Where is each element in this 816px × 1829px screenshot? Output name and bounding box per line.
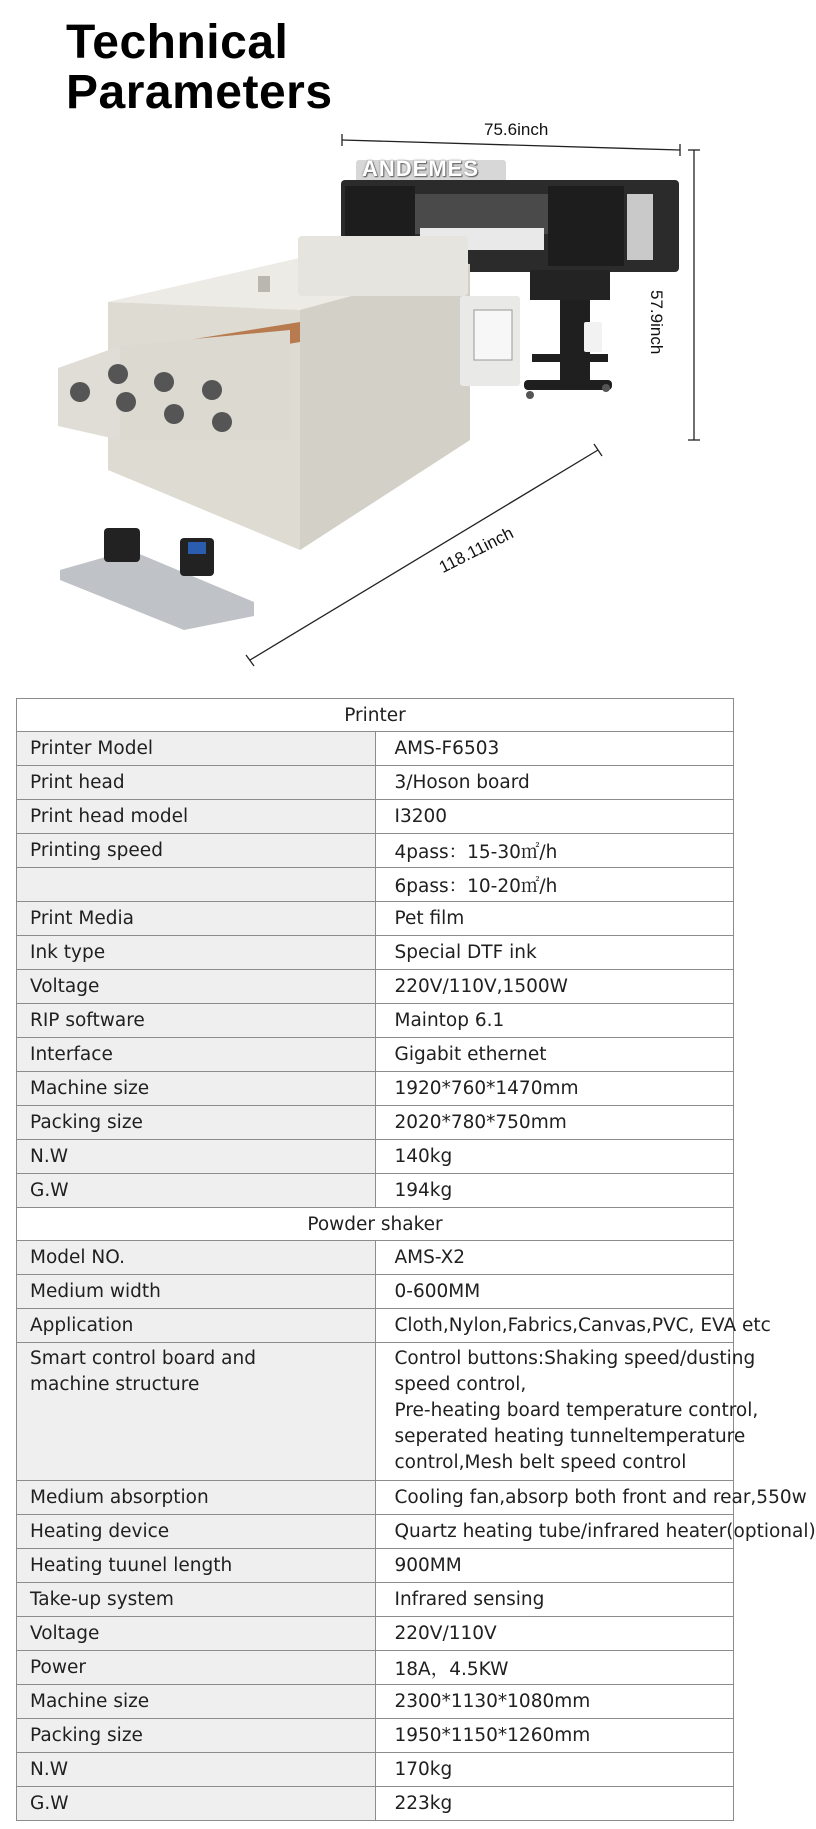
spec-label: G.W	[17, 1787, 376, 1821]
spec-row	[17, 1685, 734, 1719]
spec-label: Packing size	[17, 1106, 376, 1140]
spec-row	[17, 1309, 734, 1343]
spec-label: Heating tuunel length	[17, 1549, 376, 1583]
section-title: Powder shaker	[17, 1208, 734, 1241]
section-header-powder-shaker	[17, 1208, 734, 1241]
spec-value: 0-600MM	[375, 1275, 734, 1309]
spec-row	[17, 1072, 734, 1106]
spec-row	[17, 1515, 734, 1549]
spec-value: 194kg	[375, 1174, 734, 1208]
title-line-2: Parameters	[66, 66, 333, 119]
spec-row	[17, 1038, 734, 1072]
spec-label: Printer Model	[17, 732, 376, 766]
spec-label: N.W	[17, 1140, 376, 1174]
spec-value: Gigabit ethernet	[375, 1038, 734, 1072]
spec-row	[17, 1753, 734, 1787]
spec-label: Heating device	[17, 1515, 376, 1549]
spec-value-line: Control buttons:Shaking speed/dusting	[394, 1348, 756, 1369]
spec-label: Model NO.	[17, 1241, 376, 1275]
spec-label: Voltage	[17, 970, 376, 1004]
spec-value-line: Pre-heating board temperature control,	[394, 1400, 759, 1421]
spec-value: 220V/110V,1500W	[375, 970, 734, 1004]
spec-value: Special DTF ink	[375, 936, 734, 970]
spec-label: Machine size	[17, 1685, 376, 1719]
spec-value: AMS-X2	[375, 1241, 734, 1275]
section-title: Printer	[17, 699, 734, 732]
spec-label: G.W	[17, 1174, 376, 1208]
spec-row	[17, 902, 734, 936]
spec-label: Print Media	[17, 902, 376, 936]
spec-value: 223kg	[375, 1787, 734, 1821]
spec-label: Print head	[17, 766, 376, 800]
spec-label: Voltage	[17, 1617, 376, 1651]
spec-value: 2300*1130*1080mm	[375, 1685, 734, 1719]
dimension-width-label: 75.6inch	[484, 120, 549, 139]
spec-row	[17, 1275, 734, 1309]
spec-value: 3/Hoson board	[375, 766, 734, 800]
spec-value	[375, 1343, 759, 1481]
spec-value: Cloth,Nylon,Fabrics,Canvas,PVC, EVA etc	[375, 1309, 734, 1343]
spec-label-line: Smart control board and	[30, 1348, 256, 1369]
spec-label-line: machine structure	[30, 1374, 200, 1395]
spec-value: Maintop 6.1	[375, 1004, 734, 1038]
spec-row-smart-control	[17, 1343, 734, 1481]
spec-value: I3200	[375, 800, 734, 834]
spec-value: 140kg	[375, 1140, 734, 1174]
spec-row	[17, 1241, 734, 1275]
spec-label: N.W	[17, 1753, 376, 1787]
spec-label: Print head model	[17, 800, 376, 834]
spec-row	[17, 1549, 734, 1583]
spec-row	[17, 1617, 734, 1651]
spec-row	[17, 1004, 734, 1038]
spec-value: 1950*1150*1260mm	[375, 1719, 734, 1753]
spec-value: 4pass：15-30㎡/h	[375, 834, 734, 868]
spec-value: Cooling fan,absorp both front and rear,550w	[375, 1481, 734, 1515]
spec-row	[17, 936, 734, 970]
spec-row	[17, 800, 734, 834]
product-photo	[0, 110, 750, 670]
spec-value: AMS-F6503	[375, 732, 734, 766]
dimension-depth-label: 118.11inch	[436, 523, 517, 577]
spec-label: RIP software	[17, 1004, 376, 1038]
spec-label: Ink type	[17, 936, 376, 970]
spec-label: Power	[17, 1651, 376, 1685]
spec-label: Machine size	[17, 1072, 376, 1106]
spec-row	[17, 1651, 734, 1685]
dtf-printer-illustration	[0, 110, 750, 670]
spec-row	[17, 1787, 734, 1821]
page-title	[66, 18, 333, 118]
spec-value: 220V/110V	[375, 1617, 734, 1651]
spec-row	[17, 970, 734, 1004]
spec-label: Medium absorption	[17, 1481, 376, 1515]
spec-value: 18A，4.5KW	[375, 1651, 734, 1685]
spec-label	[17, 1343, 376, 1481]
spec-value: 900MM	[375, 1549, 734, 1583]
spec-label: Take-up system	[17, 1583, 376, 1617]
spec-value-line: control,Mesh belt speed control	[394, 1452, 687, 1473]
title-line-1: Technical	[66, 16, 289, 69]
spec-row	[17, 1583, 734, 1617]
spec-label: Medium width	[17, 1275, 376, 1309]
spec-value: Pet film	[375, 902, 734, 936]
spec-label: Packing size	[17, 1719, 376, 1753]
spec-row	[17, 732, 734, 766]
spec-value: 2020*780*750mm	[375, 1106, 734, 1140]
spec-row	[17, 1174, 734, 1208]
spec-value: 6pass：10-20㎡/h	[375, 868, 734, 902]
spec-label: Interface	[17, 1038, 376, 1072]
spec-row	[17, 834, 734, 868]
spec-value-line: seperated heating tunneltemperature	[394, 1426, 746, 1447]
spec-row	[17, 868, 734, 902]
section-header-printer	[17, 699, 734, 732]
spec-value: 170kg	[375, 1753, 734, 1787]
spec-row	[17, 1140, 734, 1174]
spec-value: Infrared sensing	[375, 1583, 734, 1617]
spec-value: 1920*760*1470mm	[375, 1072, 734, 1106]
spec-row	[17, 1719, 734, 1753]
spec-label: Printing speed	[17, 834, 376, 868]
dimension-height-label: 57.9inch	[647, 290, 666, 355]
spec-value-line: speed control,	[394, 1374, 527, 1395]
spec-table	[16, 698, 816, 1821]
spec-label: Application	[17, 1309, 376, 1343]
brand-logo-text: ANDEMES	[362, 156, 480, 181]
spec-row	[17, 766, 734, 800]
spec-label	[17, 868, 376, 902]
spec-row	[17, 1481, 734, 1515]
spec-row	[17, 1106, 734, 1140]
spec-value: Quartz heating tube/infrared heater(optional)	[375, 1515, 734, 1549]
